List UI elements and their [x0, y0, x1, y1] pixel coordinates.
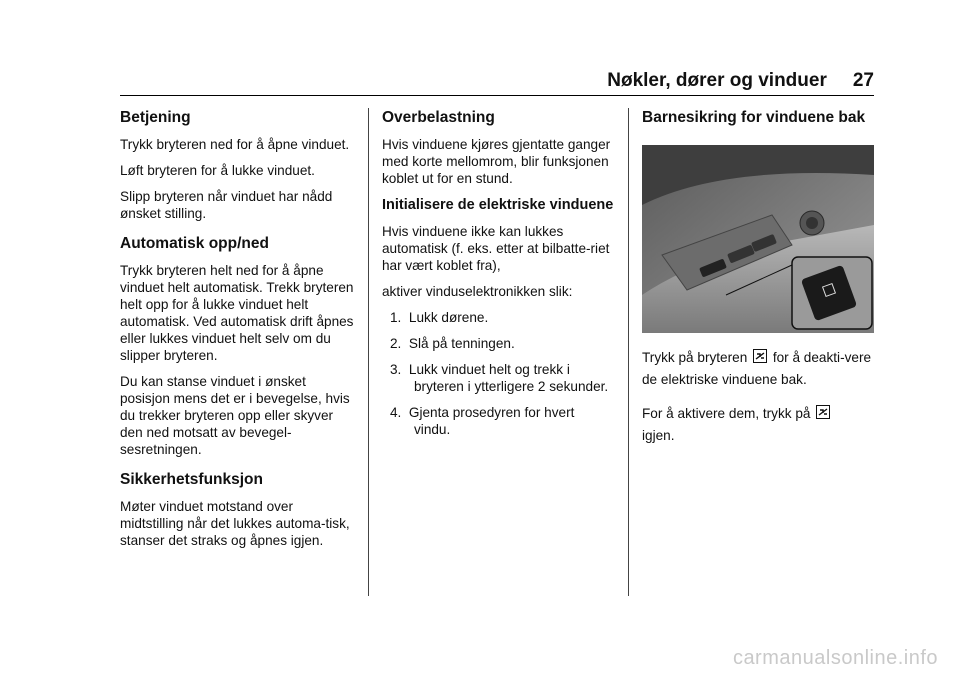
paragraph: Du kan stanse vinduet i ønsket posisjon mens det er i bevegelse, hvis du trekker bryteren opp eller skyver den ned motsatt av bevegel-sesretningen.: [120, 374, 350, 457]
section-title: Nøkler, dører og vinduer: [607, 70, 827, 91]
paragraph: Trykk bryteren helt ned for å åpne vinduet helt automatisk. Trekk bryteren helt opp for å lukke vinduet helt automatisk. Ved automatisk drift åpnes eller lukkes vinduet helt selv om du slipper bryteren.: [120, 263, 354, 363]
page-number: 27: [852, 70, 874, 91]
page-header: [607, 70, 874, 92]
paragraph: Trykk på bryteren for å deakti-vere de elektriske vinduene bak.: [642, 350, 872, 387]
paragraph: Slipp bryteren når vinduet har nådd ønsket stilling.: [120, 189, 333, 221]
door-switch-illustration: [642, 145, 874, 333]
column-divider: [368, 108, 369, 596]
column-2: [382, 108, 614, 447]
heading-barnesikring: Barnesikring for vinduene bak: [642, 109, 866, 126]
paragraph: aktiver vinduselektronikken slik:: [382, 284, 573, 299]
paragraph: Løft bryteren for å lukke vinduet.: [120, 163, 315, 178]
paragraph: Møter vinduet motstand over midtstilling når det lukkes automa-tisk, stanser det straks og åpnes igjen.: [120, 499, 350, 548]
header-rule: [120, 95, 874, 96]
list-item: 2. Slå på tenningen.: [390, 336, 515, 351]
watermark: carmanualsonline.info: [732, 647, 938, 669]
column-1: [120, 108, 356, 558]
paragraph: Hvis vinduene ikke kan lukkes automatisk (f. eks. etter at bilbatte-riet har vært koblet fra),: [382, 224, 610, 273]
child-lock-switch-icon: [753, 349, 767, 363]
heading-overbelastning: Overbelastning: [382, 109, 495, 126]
column-divider: [628, 108, 629, 596]
heading-betjening: Betjening: [120, 109, 191, 126]
heading-automatisk: Automatisk opp/ned: [120, 235, 269, 252]
list-item: 3. Lukk vinduet helt og trekk i bryteren i ytterligere 2 sekunder.: [390, 362, 609, 394]
list-item: 4. Gjenta prosedyren for hvert vindu.: [390, 405, 575, 437]
steps-list: [382, 309, 614, 438]
heading-sikkerhet: Sikkerhetsfunksjon: [120, 471, 263, 488]
column-3: [642, 108, 878, 459]
paragraph: Hvis vinduene kjøres gjentatte ganger med korte mellomrom, blir funksjonen koblet ut for en stund.: [382, 137, 611, 186]
paragraph: Trykk bryteren ned for å åpne vinduet.: [120, 137, 350, 152]
paragraph: For å aktivere dem, trykk på igjen.: [642, 403, 878, 447]
heading-initialisere: Initialisere de elektriske vinduene: [382, 197, 614, 213]
list-item: 1. Lukk dørene.: [390, 310, 489, 325]
child-lock-switch-icon: [816, 405, 830, 419]
